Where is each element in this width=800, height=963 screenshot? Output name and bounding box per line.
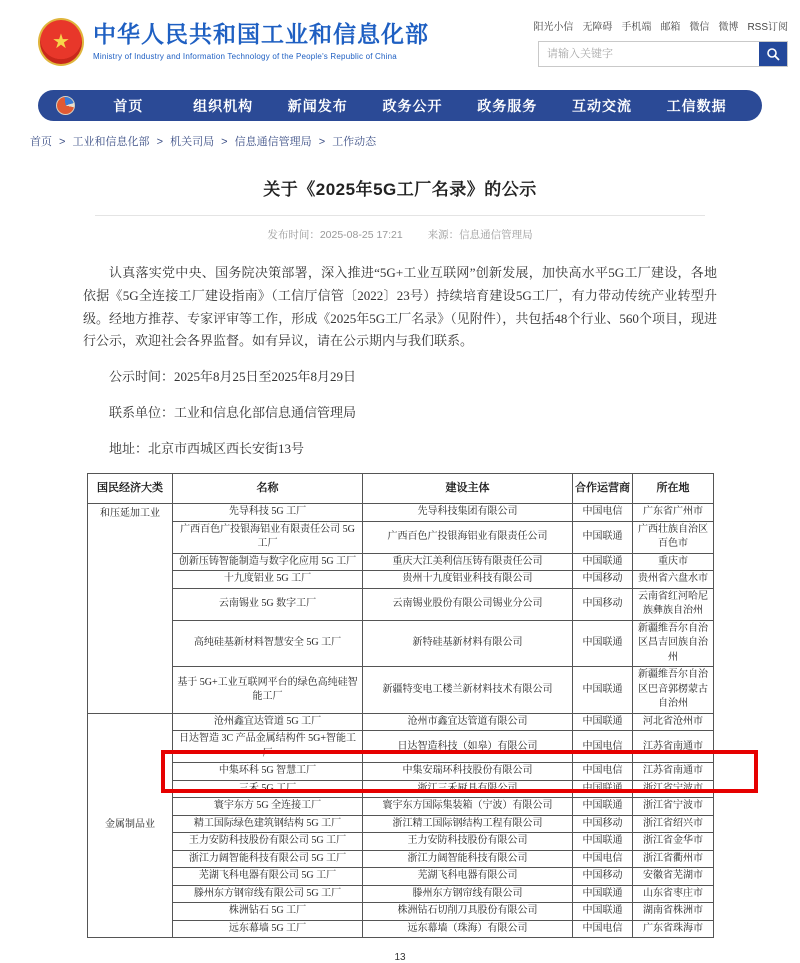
cell-location: 浙江省衢州市 xyxy=(633,850,714,868)
article-paragraph-3: 地址：北京市西城区西长安街13号 xyxy=(109,440,305,456)
cell-location: 广东省珠海市 xyxy=(633,920,714,938)
cell-builder: 远东幕墙（珠海）有限公司 xyxy=(363,920,573,938)
publish-time: 发布时间：2025-08-25 17:21 xyxy=(267,229,403,241)
cell-name: 创新压铸智能制造与数字化应用 5G 工厂 xyxy=(173,553,363,571)
cell-name: 中集环科 5G 智慧工厂 xyxy=(173,763,363,781)
cell-builder: 芜湖飞科电器有限公司 xyxy=(363,868,573,886)
table-row xyxy=(88,850,714,868)
cell-location: 浙江省金华市 xyxy=(633,833,714,851)
factory-table xyxy=(87,473,714,938)
cell-builder: 云南锡业股份有限公司锡业分公司 xyxy=(363,588,573,620)
cell-name: 广西百色广投银海铝业有限责任公司 5G 工厂 xyxy=(173,521,363,553)
category-cell: 和压延加工业 xyxy=(88,504,173,714)
breadcrumb-separator: > xyxy=(56,136,69,148)
site-brand[interactable] xyxy=(38,18,429,66)
table-row xyxy=(88,521,714,553)
table-header-1: 名称 xyxy=(173,474,363,504)
table-row xyxy=(88,667,714,714)
table-row xyxy=(88,504,714,522)
cell-name: 株洲钻石 5G 工厂 xyxy=(173,903,363,921)
cell-name: 王力安防科技股份有限公司 5G 工厂 xyxy=(173,833,363,851)
cell-builder: 沧州市鑫宜达管道有限公司 xyxy=(363,713,573,731)
table-header-0: 国民经济大类 xyxy=(88,474,173,504)
table-row xyxy=(88,763,714,781)
cell-builder: 浙江三禾厨具有限公司 xyxy=(363,780,573,798)
table-row xyxy=(88,588,714,620)
search-button[interactable] xyxy=(759,42,787,66)
cell-location: 江苏省南通市 xyxy=(633,731,714,763)
site-subtitle: Ministry of Industry and Information Technology of the People's Republic of China xyxy=(93,51,397,61)
utility-link-5[interactable]: 微博 xyxy=(718,22,739,33)
search-input[interactable] xyxy=(539,42,759,66)
cell-builder: 寰宇东方国际集装箱（宁波）有限公司 xyxy=(363,798,573,816)
breadcrumb-item-1[interactable]: 工业和信息化部 xyxy=(72,136,150,148)
cell-builder: 新特硅基新材料有限公司 xyxy=(363,620,573,667)
article xyxy=(70,175,730,963)
category-cell: 金属制品业 xyxy=(88,713,173,938)
breadcrumb-item-0[interactable]: 首页 xyxy=(30,136,52,148)
cell-operator: 中国联通 xyxy=(573,833,633,851)
table-header-2: 建设主体 xyxy=(363,474,573,504)
title-divider xyxy=(95,215,705,216)
cell-name: 先导科技 5G 工厂 xyxy=(173,504,363,522)
breadcrumb-item-3[interactable]: 信息通信管理局 xyxy=(234,136,312,148)
cell-operator: 中国联通 xyxy=(573,798,633,816)
cell-location: 新疆维吾尔自治区巴音郭楞蒙古自治州 xyxy=(633,667,714,714)
cell-operator: 中国电信 xyxy=(573,731,633,763)
cell-operator: 中国联通 xyxy=(573,667,633,714)
table-row xyxy=(88,798,714,816)
search-icon xyxy=(766,47,780,61)
article-meta xyxy=(70,227,730,242)
cell-location: 山东省枣庄市 xyxy=(633,885,714,903)
utility-link-0[interactable]: 阳光小信 xyxy=(533,22,574,33)
cell-name: 浙江力阔智能科技有限公司 5G 工厂 xyxy=(173,850,363,868)
site-header xyxy=(0,0,800,88)
cell-operator: 中国联通 xyxy=(573,553,633,571)
cell-name: 芜湖飞科电器有限公司 5G 工厂 xyxy=(173,868,363,886)
article-paragraph-0: 认真落实党中央、国务院决策部署，深入推进“5G+工业互联网”创新发展，加快高水平5G工厂建设，各地依据《5G全连接工厂建设指南》（工信厅信管〔2022〕23号）持续培育建设5G工厂，有力带动传统产业转型升级。经地方推荐、专家评审等工作，形成《2025年5G工厂名录》（见附件），共包括48个行业、560个项目，现进行公示，欢迎社会各界监督。如有异议，请在公示期内与我们联系。 xyxy=(83,265,717,349)
utility-link-6[interactable]: RSS订阅 xyxy=(747,22,788,33)
cell-operator: 中国联通 xyxy=(573,713,633,731)
article-paragraph-2: 联系单位：工业和信息化部信息通信管理局 xyxy=(109,404,357,420)
cell-name: 滕州东方钢帘线有限公司 5G 工厂 xyxy=(173,885,363,903)
cell-builder: 王力安防科技股份有限公司 xyxy=(363,833,573,851)
search-bar xyxy=(538,41,788,67)
cell-builder: 重庆大江美利信压铸有限责任公司 xyxy=(363,553,573,571)
table-row xyxy=(88,815,714,833)
table-row xyxy=(88,885,714,903)
factory-table-wrap xyxy=(87,473,713,938)
table-header-3: 合作运营商 xyxy=(573,474,633,504)
cell-builder: 浙江力阔智能科技有限公司 xyxy=(363,850,573,868)
cell-name: 寰宇东方 5G 全连接工厂 xyxy=(173,798,363,816)
cell-operator: 中国电信 xyxy=(573,763,633,781)
utility-link-1[interactable]: 无障碍 xyxy=(582,22,613,33)
cell-operator: 中国联通 xyxy=(573,620,633,667)
cell-operator: 中国联通 xyxy=(573,521,633,553)
cell-operator: 中国联通 xyxy=(573,885,633,903)
page-title: 关于《2025年5G工厂名录》的公示 xyxy=(263,180,537,199)
utility-links xyxy=(533,18,788,33)
nav-item-0[interactable]: 首页 xyxy=(113,97,144,114)
utility-link-4[interactable]: 微信 xyxy=(689,22,710,33)
main-nav xyxy=(38,90,762,121)
cell-operator: 中国电信 xyxy=(573,920,633,938)
cell-name: 云南锡业 5G 数字工厂 xyxy=(173,588,363,620)
cell-location: 广西壮族自治区百色市 xyxy=(633,521,714,553)
article-body xyxy=(83,262,717,460)
table-row xyxy=(88,620,714,667)
utility-link-2[interactable]: 手机端 xyxy=(621,22,652,33)
cell-location: 浙江省宁波市 xyxy=(633,780,714,798)
nav-item-1[interactable]: 组织机构 xyxy=(193,97,254,114)
cell-name: 沧州鑫宜达管道 5G 工厂 xyxy=(173,713,363,731)
cell-name: 三禾 5G 工厂 xyxy=(173,780,363,798)
cell-location: 安徽省芜湖市 xyxy=(633,868,714,886)
cell-builder: 新疆特变电工楼兰新材料技术有限公司 xyxy=(363,667,573,714)
breadcrumb-separator: > xyxy=(153,136,167,148)
cell-location: 重庆市 xyxy=(633,553,714,571)
breadcrumb-separator: > xyxy=(315,136,329,148)
cell-operator: 中国电信 xyxy=(573,504,633,522)
nav-item-2[interactable]: 新闻发布 xyxy=(287,97,348,114)
cell-operator: 中国移动 xyxy=(573,868,633,886)
cell-builder: 浙江精工国际钢结构工程有限公司 xyxy=(363,815,573,833)
table-header-4: 所在地 xyxy=(633,474,714,504)
cell-operator: 中国移动 xyxy=(573,571,633,589)
nav-item-5[interactable]: 互动交流 xyxy=(571,97,632,114)
table-row xyxy=(88,553,714,571)
cell-name: 日达智造 3C 产品金属结构件 5G+智能工厂 xyxy=(173,731,363,763)
cell-location: 贵州省六盘水市 xyxy=(633,571,714,589)
header-right xyxy=(533,18,788,67)
article-paragraph-1: 公示时间：2025年8月25日至2025年8月29日 xyxy=(109,369,357,384)
nav-item-6[interactable]: 工信数据 xyxy=(666,97,727,114)
article-source: 来源：信息通信管理局 xyxy=(427,229,533,241)
miit-logo-icon[interactable] xyxy=(56,96,75,115)
cell-name: 基于 5G+工业互联网平台的绿色高纯硅智能工厂 xyxy=(173,667,363,714)
cell-operator: 中国联通 xyxy=(573,780,633,798)
cell-builder: 先导科技集团有限公司 xyxy=(363,504,573,522)
table-row xyxy=(88,920,714,938)
cell-location: 浙江省宁波市 xyxy=(633,798,714,816)
cell-operator: 中国联通 xyxy=(573,903,633,921)
table-header-row xyxy=(88,474,714,504)
table-row xyxy=(88,903,714,921)
cell-builder: 贵州十九度铝业科技有限公司 xyxy=(363,571,573,589)
breadcrumb-separator: > xyxy=(218,136,231,148)
nav-item-3[interactable]: 政务公开 xyxy=(382,97,443,114)
table-row xyxy=(88,868,714,886)
cell-location: 江苏省南通市 xyxy=(633,763,714,781)
table-row xyxy=(88,780,714,798)
table-row xyxy=(88,833,714,851)
cell-builder: 日达智造科技（如皋）有限公司 xyxy=(363,731,573,763)
cell-location: 湖南省株洲市 xyxy=(633,903,714,921)
cell-location: 河北省沧州市 xyxy=(633,713,714,731)
cell-location: 广东省广州市 xyxy=(633,504,714,522)
cell-operator: 中国移动 xyxy=(573,815,633,833)
cell-name: 高纯硅基新材料智慧安全 5G 工厂 xyxy=(173,620,363,667)
cell-name: 远东幕墙 5G 工厂 xyxy=(173,920,363,938)
breadcrumb xyxy=(30,133,800,149)
cell-location: 新疆维吾尔自治区昌吉回族自治州 xyxy=(633,620,714,667)
table-row xyxy=(88,571,714,589)
cell-builder: 株洲钻石切削刀具股份有限公司 xyxy=(363,903,573,921)
cell-builder: 广西百色广投银海铝业有限责任公司 xyxy=(363,521,573,553)
cell-name: 精工国际绿色建筑钢结构 5G 工厂 xyxy=(173,815,363,833)
table-row xyxy=(88,731,714,763)
utility-link-3[interactable]: 邮箱 xyxy=(660,22,681,33)
breadcrumb-item-2[interactable]: 机关司局 xyxy=(170,136,215,148)
table-row xyxy=(88,713,714,731)
cell-operator: 中国移动 xyxy=(573,588,633,620)
nav-item-4[interactable]: 政务服务 xyxy=(477,97,538,114)
brand-text xyxy=(93,18,429,61)
cell-builder: 中集安瑞环科技股份有限公司 xyxy=(363,763,573,781)
cell-operator: 中国电信 xyxy=(573,850,633,868)
breadcrumb-item-4: 工作动态 xyxy=(332,136,377,148)
cell-builder: 滕州东方钢帘线有限公司 xyxy=(363,885,573,903)
cell-location: 浙江省绍兴市 xyxy=(633,815,714,833)
cell-name: 十九度铝业 5G 工厂 xyxy=(173,571,363,589)
national-emblem-icon: ★ xyxy=(38,18,84,66)
site-title: 中华人民共和国工业和信息化部 xyxy=(93,21,429,47)
cell-location: 云南省红河哈尼族彝族自治州 xyxy=(633,588,714,620)
page-number: 13 xyxy=(394,952,406,963)
